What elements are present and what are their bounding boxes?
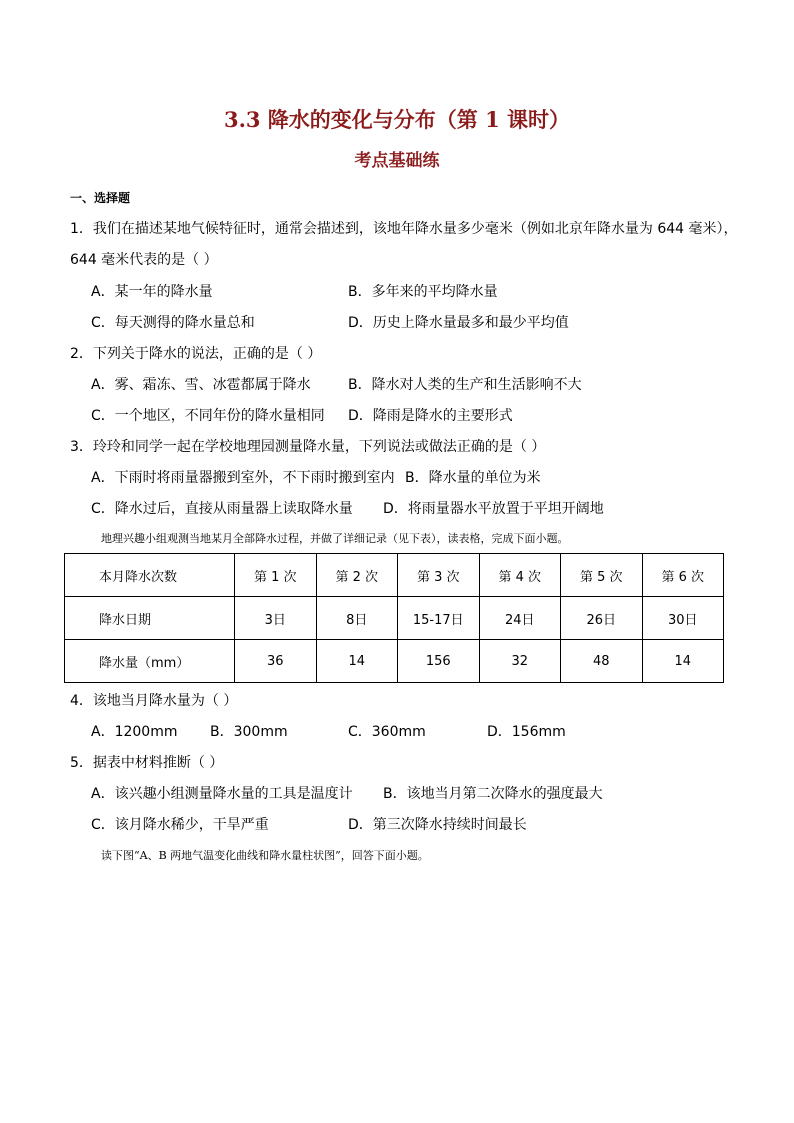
table-row [65,640,724,683]
table-header-cell: 第 5 次 [561,554,643,597]
page-subtitle: 考点基础练 [354,151,440,171]
table-header-cell: 第 2 次 [316,554,398,597]
question-3-option-b: B．降水量的单位为米 [405,470,541,486]
table-cell: 14 [642,640,724,683]
table-cell: 24日 [479,597,561,640]
table-cell: 30日 [642,597,724,640]
question-5-option-b: B．该地当月第二次降水的强度最大 [383,786,603,802]
question-2-text: 2．下列关于降水的说法，正确的是（ ） [70,346,322,362]
question-2-option-a: A．雾、霜冻、雪、冰雹都属于降水 [91,377,311,393]
table-intro-text: 地理兴趣小组观测当地某月全部降水过程，并做了详细记录（见下表），读表格，完成下面小题。 [101,532,569,545]
question-5-option-a: A．该兴趣小组测量降水量的工具是温度计 [91,786,353,802]
question-4-option-b: B．300mm [210,724,288,740]
question-5-option-d: D．第三次降水持续时间最长 [348,817,527,833]
question-4-option-a: A．1200mm [91,724,178,740]
figure-intro-text: 读下图“A、B 两地气温变化曲线和降水量柱状图”，回答下面小题。 [101,849,429,862]
question-2-option-d: D．降雨是降水的主要形式 [348,408,513,424]
table-cell: 降水量（mm） [65,640,235,683]
table-cell: 3日 [235,597,317,640]
table-cell: 降水日期 [65,597,235,640]
table-header-cell: 本月降水次数 [65,554,235,597]
table-cell: 32 [479,640,561,683]
table-header-cell: 第 1 次 [235,554,317,597]
question-4-text: 4．该地当月降水量为（ ） [70,693,238,709]
question-3-text: 3．玲玲和同学一起在学校地理园测量降水量，下列说法或做法正确的是（ ） [70,439,546,455]
question-2-option-c: C．一个地区，不同年份的降水量相同 [91,408,325,424]
table-cell: 15-17日 [398,597,480,640]
rainfall-table [64,553,724,683]
table-header-row [65,554,724,597]
page-title: 3.3 降水的变化与分布（第 1 课时） [223,107,571,132]
table-header-cell: 第 3 次 [398,554,480,597]
table-row [65,597,724,640]
question-1-option-a: A．某一年的降水量 [91,284,213,300]
question-3-option-c: C．降水过后，直接从雨量器上读取降水量 [91,501,353,517]
question-4-option-d: D．156mm [487,724,566,740]
question-1-text-line-2: 644 毫米代表的是（ ） [70,252,218,268]
question-5-option-c: C．该月降水稀少，干旱严重 [91,817,269,833]
table-cell: 48 [561,640,643,683]
question-1-option-c: C．每天测得的降水量总和 [91,315,255,331]
question-1-option-b: B．多年来的平均降水量 [348,284,498,300]
question-4-option-c: C．360mm [348,724,426,740]
table-cell: 26日 [561,597,643,640]
question-1-text-line-1: 1．我们在描述某地气候特征时，通常会描述到，该地年降水量多少毫米（例如北京年降水量为 644 毫米）， [70,221,738,237]
question-2-option-b: B．降水对人类的生产和生活影响不大 [348,377,582,393]
table-header-cell: 第 6 次 [642,554,724,597]
table-cell: 8日 [316,597,398,640]
question-3-option-a: A．下雨时将雨量器搬到室外，不下雨时搬到室内 [91,470,395,486]
question-3-option-d: D．将雨量器水平放置于平坦开阔地 [383,501,604,517]
table-cell: 14 [316,640,398,683]
question-5-text: 5．据表中材料推断（ ） [70,755,224,771]
table-cell: 156 [398,640,480,683]
section-heading: 一、选择题 [70,191,131,205]
table-header-cell: 第 4 次 [479,554,561,597]
table-cell: 36 [235,640,317,683]
question-1-option-d: D．历史上降水量最多和最少平均值 [348,315,569,331]
